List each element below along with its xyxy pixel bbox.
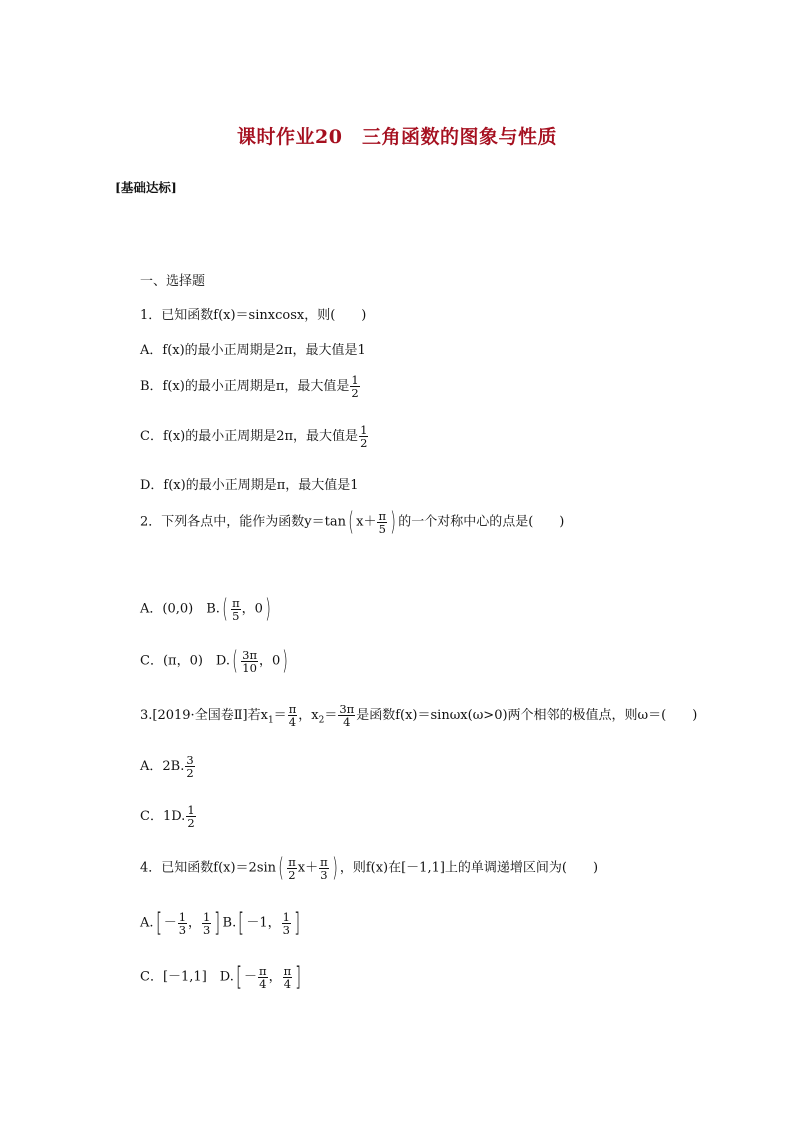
q4-a-fraction-2: $\frac{1}{3}$ [203, 909, 211, 937]
q2-stem-post: 的一个对称中心的点是( ) [398, 514, 565, 530]
q2-stem-pre: 2．下列各点中，能作为函数y＝tan [140, 514, 346, 530]
q3-x1-fraction: $\frac{\pi}{4}$ [288, 702, 297, 729]
q3-stem-post: 是函数f(x)＝sinωx(ω>0)两个相邻的极值点，则ω＝( ) [356, 708, 698, 723]
q4-d-fraction-2: $\frac{\pi}{4}$ [283, 963, 292, 991]
q2-stem-fraction: $\frac{\pi}{5}$ [378, 508, 387, 536]
q3-option-a-text: A．2B. [140, 759, 185, 774]
q2-option-c-text: C．(π，0) D. [140, 653, 230, 669]
q4-options-ab: A.[ － $\frac{1}{3}$ ， $\frac{1}{3}$ ] B.[ －1， $\frac{1}{3}$ ] [140, 908, 301, 938]
q4-d-fraction-1: $\frac{\pi}{4}$ [259, 963, 267, 991]
q2-option-d-fraction: $\frac{3\pi}{10}$ [242, 647, 258, 675]
q1-option-d: D．f(x)的最小正周期是π，最大值是1 [140, 478, 359, 493]
q4-arg-fraction-1: $\frac{\pi}{2}$ [288, 854, 296, 882]
q2-option-b-fraction: $\frac{\pi}{5}$ [232, 595, 240, 623]
q3-stem: 3.[2019·全国卷Ⅱ]若$x_1=$ $\frac{\pi}{4}$ ，$x_2=$ $\frac{3\pi}{4}$ 是函数f(x)＝sinωx(ω>0)两个相邻的极值点，则ω＝( ) [140, 702, 698, 729]
q2-stem-x: x＋ [356, 514, 377, 530]
q4-options-cd: C．[－1,1] D.[ － $\frac{\pi}{4}$ ， $\frac{\pi}{4}$ ] [140, 962, 302, 992]
q4-stem: 4．已知函数f(x)＝2sin( $\frac{\pi}{2}$ x＋ $\frac{\pi}{3}$ ) ，则f(x)在[－1,1]上的单调递增区间为( ) [140, 853, 599, 883]
q3-stem-pre: 3.[2019·全国卷Ⅱ]若x [140, 708, 268, 723]
q2-option-a-text: A．(0,0) B. [140, 601, 220, 617]
q1-option-a: A．f(x)的最小正周期是2π，最大值是1 [140, 343, 366, 358]
q4-b-fraction: $\frac{1}{3}$ [282, 909, 290, 937]
q1-option-c-text: C．f(x)的最小正周期是2π，最大值是 [140, 429, 359, 444]
q1-option-c-fraction: $\frac{1}{2}$ [360, 423, 368, 450]
q2-options-cd: C．(π，0) D.( $\frac{3\pi}{10}$ ，0) [140, 646, 289, 676]
q4-option-c-text: C．[－1,1] D. [140, 969, 234, 985]
page-title: 课时作业20 三角函数的图象与性质 [237, 126, 557, 148]
q1-stem: 1．已知函数f(x)＝sinxcosx，则( ) [140, 308, 367, 323]
q2-option-b-tail: ，0 [241, 601, 263, 617]
q3-x2-fraction: $\frac{3\pi}{4}$ [339, 702, 355, 729]
q2-stem: 2．下列各点中，能作为函数y＝tan( x＋ $\frac{\pi}{5}$ ) 的一个对称中心的点是( ) [140, 507, 565, 537]
q4-stem-post: ，则f(x)在[－1,1]上的单调递增区间为( ) [339, 860, 599, 876]
q4-stem-pre: 4．已知函数f(x)＝2sin [140, 860, 277, 876]
q3-options-cd [140, 804, 197, 829]
q1-option-b-fraction: $\frac{1}{2}$ [351, 373, 359, 400]
q4-arg-fraction-2: $\frac{\pi}{3}$ [320, 854, 328, 882]
q2-option-d-tail: ，0 [259, 653, 281, 669]
q1-option-b-text: B．f(x)的最小正周期是π，最大值是 [140, 379, 350, 394]
q1-option-b [140, 374, 361, 399]
q3-option-b-fraction: $\frac{3}{2}$ [186, 753, 194, 780]
q2-options-ab: A．(0,0) B.( $\frac{\pi}{5}$ ，0) [140, 594, 271, 624]
q4-a-fraction-1: $\frac{1}{3}$ [178, 909, 187, 937]
q3-options-ab [140, 754, 196, 779]
part-heading: 一、选择题 [140, 274, 206, 289]
section-tag: [基础达标] [115, 180, 177, 195]
q3-option-d-fraction: $\frac{1}{2}$ [187, 803, 195, 830]
q3-option-c-text: C．1D. [140, 809, 186, 824]
q1-option-c [140, 424, 369, 449]
